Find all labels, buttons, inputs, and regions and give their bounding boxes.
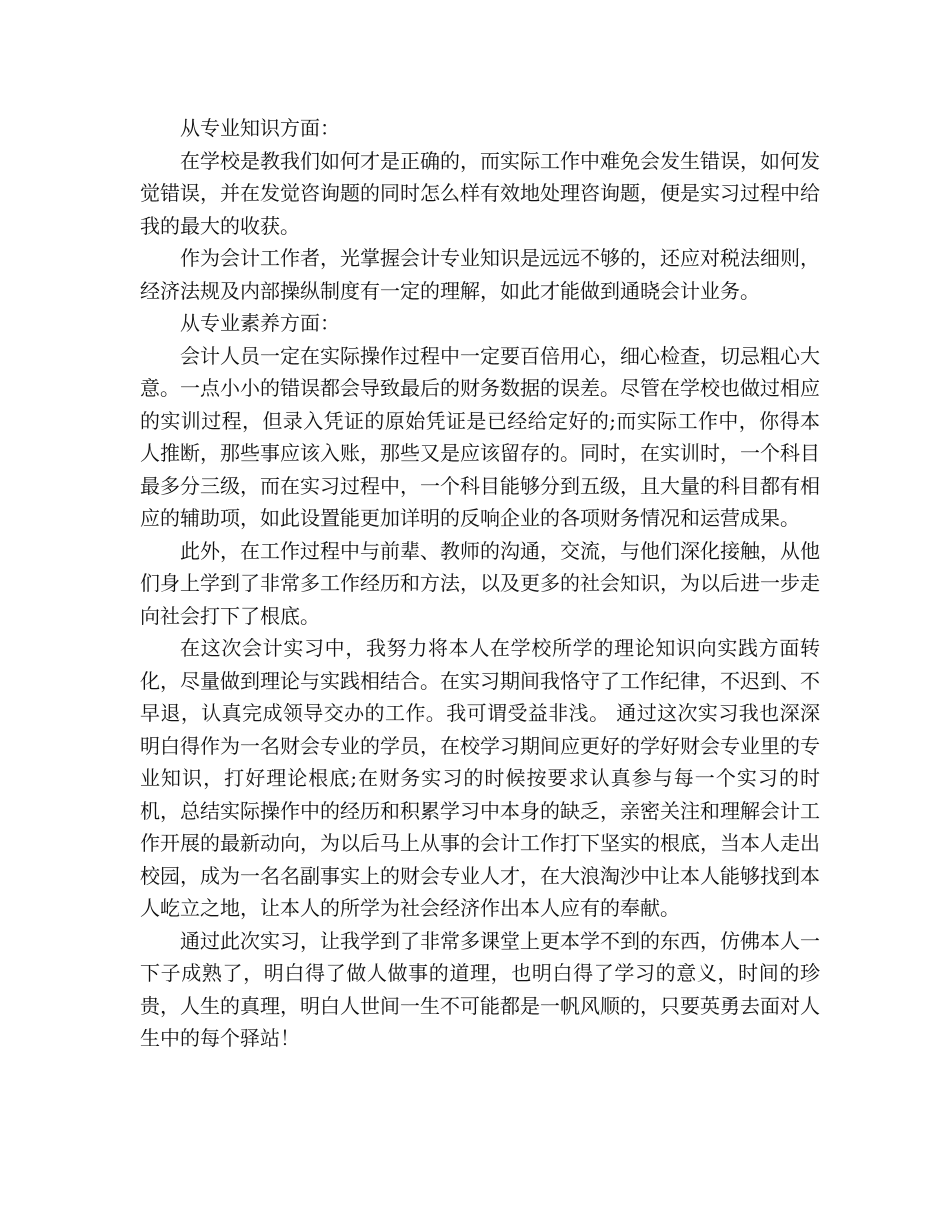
paragraph: 会计人员一定在实际操作过程中一定要百倍用心，细心检查，切忌粗心大意。一点小小的错误都会导致最后的财务数据的误差。尽管在学校也做过相应的实训过程，但录入凭证的原始凭证是已经给定好的;而实际工作中，你得本人推断，那些事应该入账，那些又是应该留存的。同时，在实训时，一个科目最多分三级，而在实习过程中，一个科目能够分到五级，且大量的科目都有相应的辅助项，如此设置能更加详明的反响企业的各项财务情况和运营成果。 <box>140 343 820 530</box>
section-heading-professional-knowledge: 从专业知识方面： <box>180 116 340 140</box>
section-heading-professional-quality: 从专业素养方面： <box>180 311 340 335</box>
paragraph: 在学校是教我们如何才是正确的，而实际工作中难免会发生错误，如何发觉错误，并在发觉咨询题的同时怎么样有效地处理咨询题，便是实习过程中给我的最大的收获。 <box>140 148 820 238</box>
paragraph: 此外，在工作过程中与前辈、教师的沟通，交流，与他们深化接触，从他们身上学到了非常多工作经历和方法，以及更多的社会知识，为以后进一步走向社会打下了根底。 <box>140 538 820 628</box>
paragraph: 通过此次实习，让我学到了非常多课堂上更本学不到的东西，仿佛本人一下子成熟了，明白得了做人做事的道理，也明白得了学习的意义，时间的珍贵，人生的真理，明白人世间一生不可能都是一帆风顺的，只要英勇去面对人生中的每个驿站！ <box>140 928 820 1050</box>
document-body <box>140 112 820 1055</box>
paragraph: 在这次会计实习中，我努力将本人在学校所学的理论知识向实践方面转化，尽量做到理论与实践相结合。在实习期间我恪守了工作纪律，不迟到、不早退，认真完成领导交办的工作。我可谓受益非浅。 通过这次实习我也深深明白得作为一名财会专业的学员，在校学习期间应更好的学好财会专业里的专业知识，打好理论根底;在财务实习的时候按要求认真参与每一个实习的时机，总结实际操作中的经历和积累学习中本身的缺乏，亲密关注和理解会计工作开展的最新动向，为以后马上从事的会计工作打下坚实的根底，当本人走出校园，成为一名名副事实上的财会专业人才，在大浪淘沙中让本人能够找到本人屹立之地，让本人的所学为社会经济作出本人应有的奉献。 <box>140 636 820 920</box>
paragraph: 作为会计工作者，光掌握会计专业知识是远远不够的，还应对税法细则，经济法规及内部操纵制度有一定的理解，如此才能做到通晓会计业务。 <box>140 246 820 303</box>
